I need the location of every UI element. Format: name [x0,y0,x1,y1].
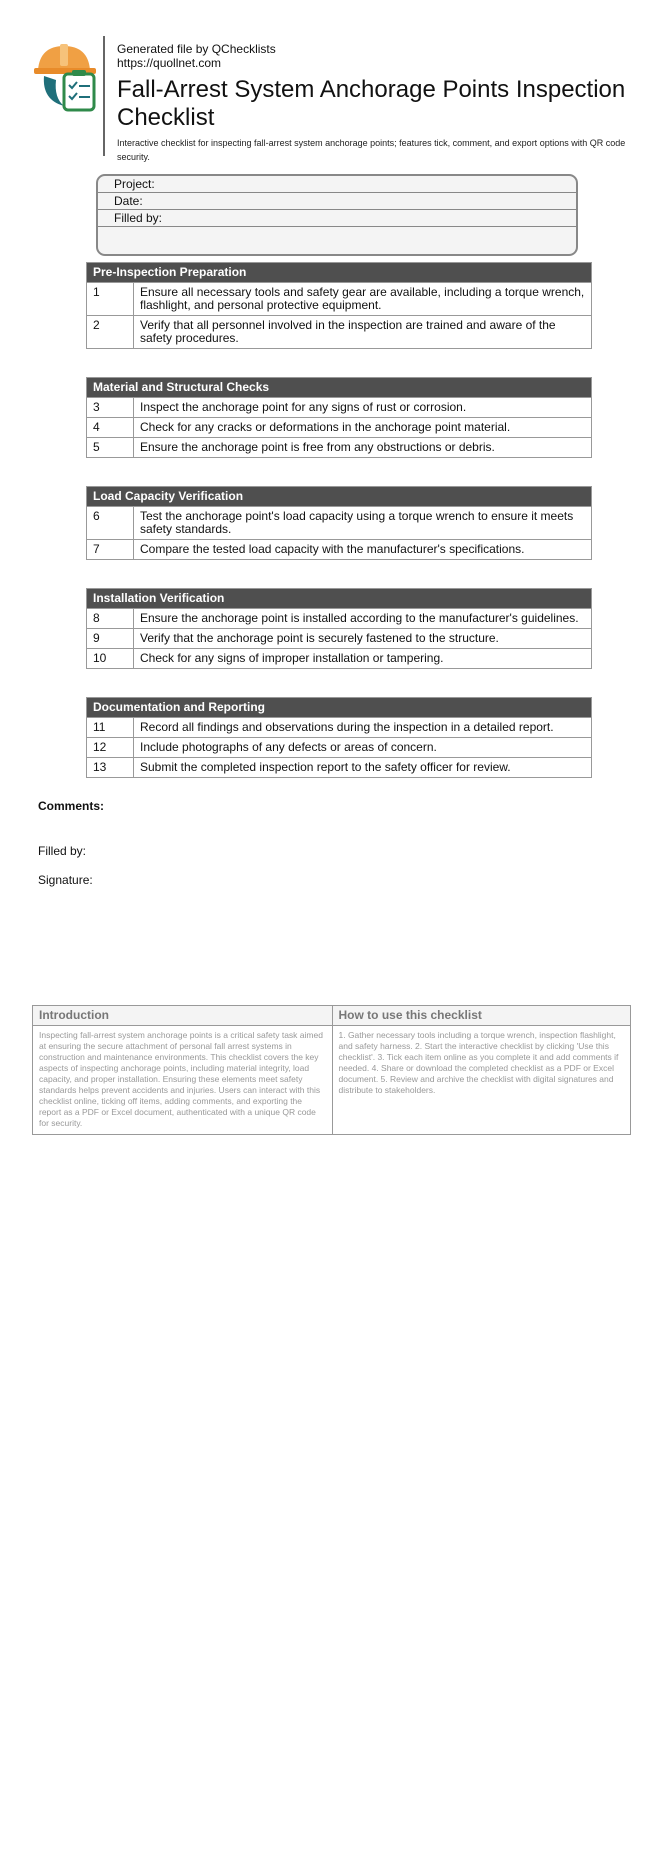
generated-by-text: Generated file by QChecklists [117,42,276,56]
item-number: 5 [87,438,134,457]
item-number: 2 [87,316,134,348]
source-url-link[interactable]: https://quollnet.com [117,56,222,70]
comments-label: Comments: [38,799,105,813]
section-material-structural [86,377,592,458]
item-text: Include photographs of any defects or areas of concern. [140,740,437,754]
item-number: 10 [87,649,134,668]
item-number: 3 [87,398,134,417]
checklist-row[interactable] [87,506,591,539]
checklist-row[interactable] [87,437,591,457]
checklist-row[interactable] [87,417,591,437]
introduction-heading: Introduction [33,1006,332,1026]
item-number: 4 [87,418,134,437]
item-text: Ensure the anchorage point is installed according to the manufacturer's guidelines. [140,611,579,625]
project-field[interactable]: Project: [98,176,576,193]
introduction-column [33,1006,332,1134]
item-number: 12 [87,738,134,757]
item-text: Submit the completed inspection report to the safety officer for review. [140,760,511,774]
section-header: Documentation and Reporting [87,698,591,717]
item-number: 11 [87,718,134,737]
section-header: Load Capacity Verification [87,487,591,506]
item-number: 1 [87,283,134,315]
header-divider [103,36,105,156]
item-text: Ensure the anchorage point is free from any obstructions or debris. [140,440,495,454]
page-subtitle: Interactive checklist for inspecting fall-arrest system anchorage points; features tick, comment, and export options with QR code security. [117,138,626,162]
item-number: 6 [87,507,134,539]
item-text: Record all findings and observations during the inspection in a detailed report. [140,720,554,734]
filled-by-field[interactable]: Filled by: [98,210,576,227]
checklist-row[interactable] [87,608,591,628]
checklist-row[interactable] [87,648,591,668]
item-text: Verify that the anchorage point is securely fastened to the structure. [140,631,499,645]
item-text: Test the anchorage point's load capacity using a torque wrench to ensure it meets safety standards. [140,509,574,536]
signature-label: Signature: [38,873,93,887]
item-text: Verify that all personnel involved in the inspection are trained and aware of the safety procedures. [140,318,556,345]
section-documentation [86,697,592,778]
how-to-heading: How to use this checklist [333,1006,631,1026]
item-text: Check for any cracks or deformations in the anchorage point material. [140,420,511,434]
checklist-row[interactable] [87,282,591,315]
item-text: Compare the tested load capacity with the manufacturer's specifications. [140,542,525,556]
introduction-text: Inspecting fall-arrest system anchorage points is a critical safety task aimed at ensuring the secure attachment of personal fall arrest systems in construction and maintenance environments. This checklist covers the key aspects of inspecting anchorage points, including material integrity, load capacity, and proper installation. Ensuring these elements meet safety standards helps prevent accidents and injuries. Users can interact with this checklist online, ticking off items, adding comments, and exporting the report as a PDF or Excel document, authenticated with a unique QR code for security. [39,1030,323,1128]
section-header: Installation Verification [87,589,591,608]
section-load-capacity [86,486,592,560]
checklist-row[interactable] [87,737,591,757]
how-to-text: 1. Gather necessary tools including a torque wrench, inspection flashlight, and safety harness. 2. Start the interactive checklist by clicking 'Use this checklist'. 3. Tick each item online as you complete it and add comments if needed. 4. Share or download the completed checklist as a PDF or Excel document. 5. Review and archive the checklist with digital signatures and distribute to stakeholders. [338,1030,619,1095]
date-field[interactable]: Date: [98,193,576,210]
item-number: 13 [87,758,134,777]
checklist-row[interactable] [87,397,591,417]
item-text: Inspect the anchorage point for any signs of rust or corrosion. [140,400,467,414]
page-title: Fall-Arrest System Anchorage Points Inspection Checklist [117,76,626,131]
info-panel [32,1005,631,1135]
document-header [34,36,634,162]
info-empty-row [98,227,576,244]
how-to-column [332,1006,631,1134]
safety-checklist-logo-icon [34,40,104,114]
project-info-box [96,174,578,256]
checklist-row[interactable] [87,757,591,777]
filled-by-label: Filled by: [38,844,87,858]
item-number: 7 [87,540,134,559]
checklist-row[interactable] [87,539,591,559]
checklist-row[interactable] [87,315,591,348]
item-text: Ensure all necessary tools and safety gear are available, including a torque wrench, flashlight, and personal protective equipment. [140,285,585,312]
item-text: Check for any signs of improper installation or tampering. [140,651,444,665]
checklist-row[interactable] [87,628,591,648]
item-number: 8 [87,609,134,628]
section-installation [86,588,592,669]
checklist-row[interactable] [87,717,591,737]
section-header: Material and Structural Checks [87,378,591,397]
section-pre-inspection [86,262,592,349]
item-number: 9 [87,629,134,648]
section-header: Pre-Inspection Preparation [87,263,591,282]
